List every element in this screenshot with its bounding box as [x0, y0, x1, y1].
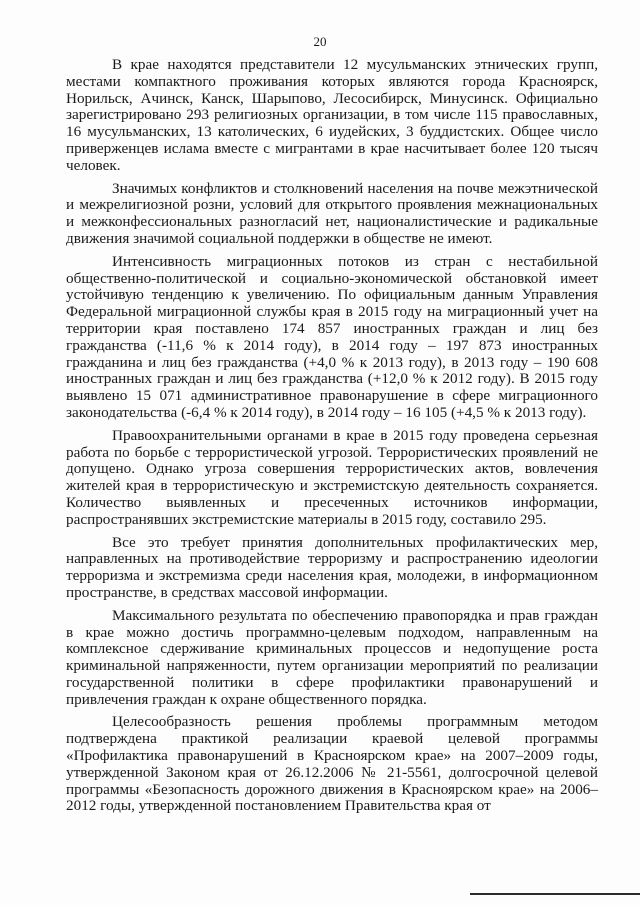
paragraph-no-conflicts: Значимых конфликтов и столкновений населения на почве межэтнической и межрелигиозной розни, условий для открытого проявления межнациональных и межконфессиональных разногласий нет, националистические и радикальные движения значимой социальной поддержки в обществе не имеют.	[66, 179, 598, 247]
page-number: 20	[313, 34, 327, 49]
paragraph-religious-groups: В крае находятся представители 12 мусульманских этнических групп, местами компактного проживания которых являются города Красноярск, Норильск, Ачинск, Канск, Шарыпово, Лесосибирск, Минусинск. Официально зарегистрировано 293 религиозных организации, в том числе 115 православных, 16 мусульманских, 13 католических, 6 иудейских, 3 буддистских. Общее число приверженцев ислама вместе с мигрантами в крае насчитывает более 120 тысяч человек.	[66, 56, 598, 174]
paragraph-migration: Интенсивность миграционных потоков из стран с нестабильной общественно-политической и социально-экономической обстановкой имеет устойчивую тенденцию к увеличению. По официальным данным Управления Федеральной миграционной службы края в 2015 году на миграционный учет на территории края поставлено 174 857 иностранных граждан и лиц без гражданства (-11,6 % к 2014 году), в 2014 году – 197 873 иностранных гражданина и лиц без гражданства (+4,0 % к 2013 году), в 2013 году – 190 608 иностранных граждан и лиц без гражданства (+12,0 % к 2012 году). В 2015 году выявлено 15 071 административное правонарушение в сфере миграционного законодательства (-6,4 % к 2014 году), в 2014 году – 16 105 (+4,5 % к 2013 году).	[66, 252, 598, 421]
paragraph-program-approach: Максимального результата по обеспечению правопорядка и прав граждан в крае можно достичь программно-целевым подходом, направленным на комплексное сдерживание криминальных процессов и недопущение роста криминальной напряженности, путем организации мероприятий по реализации государственной политики в сфере профилактики правонарушений и привлечения граждан к охране общественного порядка.	[66, 606, 598, 708]
bottom-edge-line	[470, 893, 640, 895]
body-text	[66, 57, 598, 815]
paragraph-preventive-measures: Все это требует принятия дополнительных профилактических мер, направленных на противодействие терроризму и распространению идеологии терроризма и экстремизма среди населения края, молодежи, в информационном пространстве, в средствах массовой информации.	[66, 533, 598, 601]
paragraph-terrorism: Правоохранительными органами в крае в 2015 году проведена серьезная работа по борьбе с террористической угрозой. Террористических проявлений не допущено. Однако угроза совершения террористических актов, вовлечения жителей края в террористическую и экстремистскую деятельность сохраняется. Количество выявленных и пресеченных источников информации, распространявших экстремистские материалы в 2015 году, составило 295.	[66, 426, 598, 528]
paragraph-program-expediency: Целесообразность решения проблемы программным методом подтверждена практикой реализации краевой целевой программы «Профилактика правонарушений в Красноярском крае» на 2007–2009 годы, утвержденной Законом края от 26.12.2006 № 21-5561, долгосрочной целевой программы «Безопасность дорожного движения в Красноярском крае» на 2006–2012 годы, утвержденной постановлением Правительства края от	[66, 713, 598, 815]
